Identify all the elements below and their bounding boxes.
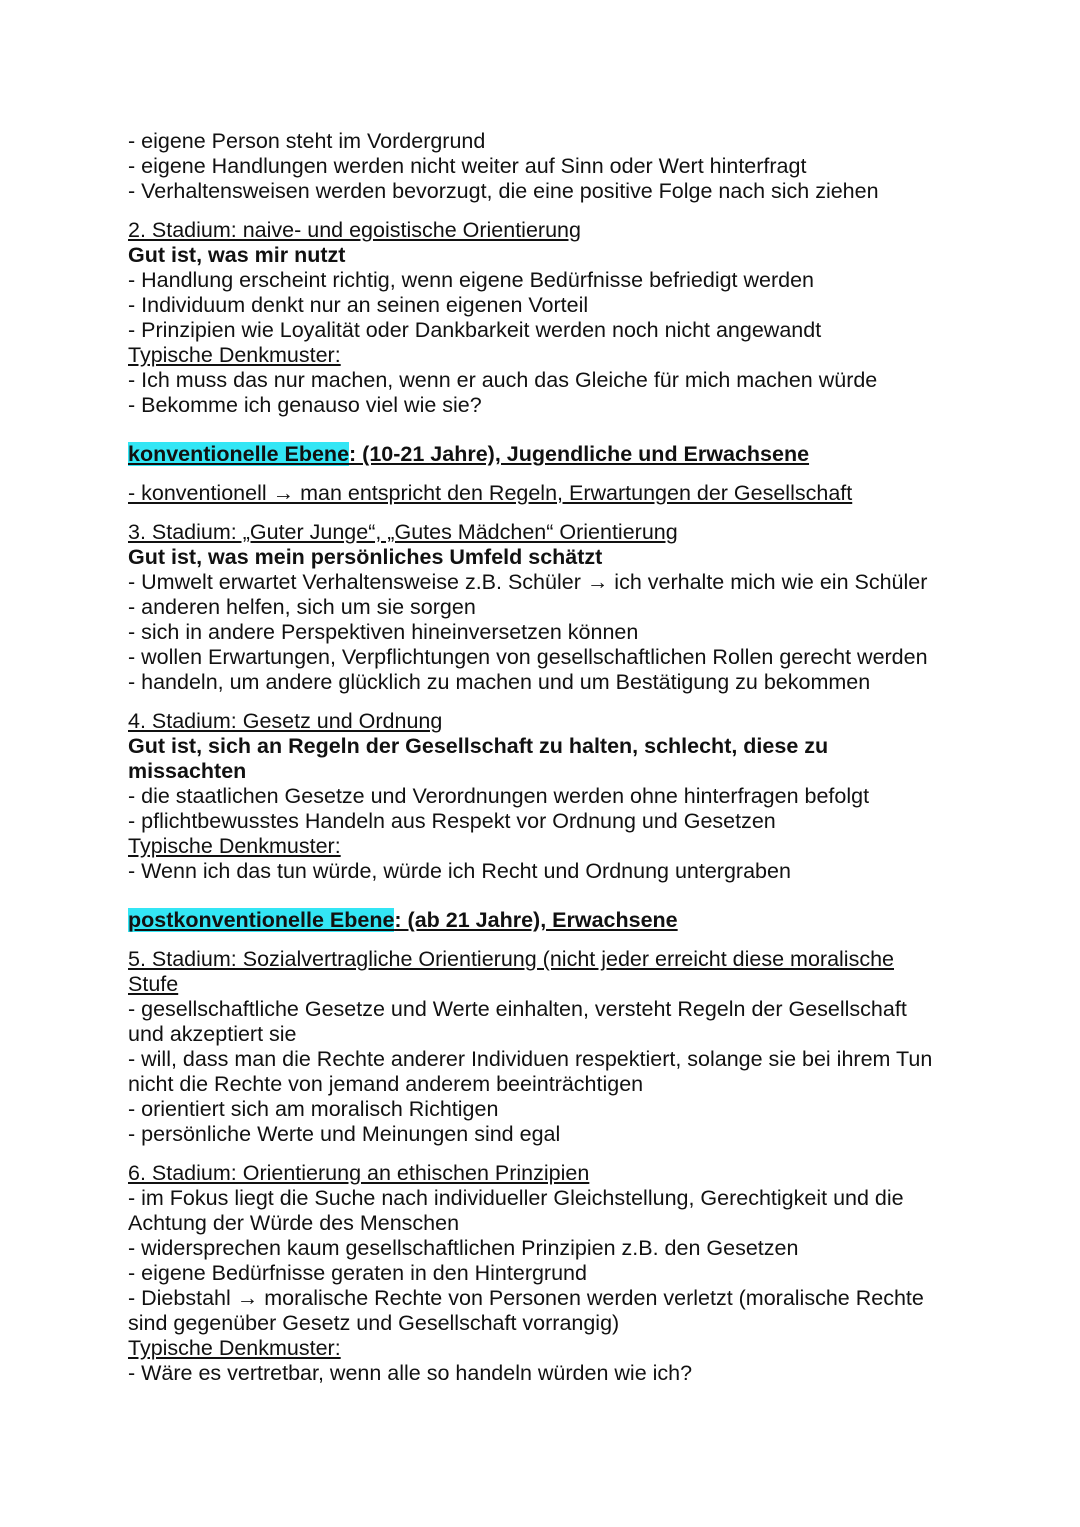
postconventional-level-range: : (ab 21 Jahre), Erwachsene — [394, 908, 678, 932]
stage-4-motto: Gut ist, sich an Regeln der Gesellschaft zu halten, schlecht, diese zu missachten — [128, 734, 829, 783]
list-item: - Prinzipien wie Loyalität oder Dankbarkeit werden noch nicht angewandt — [128, 318, 822, 342]
list-item: - sich in andere Perspektiven hineinversetzen können — [128, 620, 639, 644]
stage-2-title: 2. Stadium: naive- und egoistische Orientierung — [128, 218, 581, 242]
list-item: - Verhaltensweisen werden bevorzugt, die eine positive Folge nach sich ziehen — [128, 179, 879, 203]
list-item: - orientiert sich am moralisch Richtigen — [128, 1097, 499, 1121]
list-item: - eigene Person steht im Vordergrund — [128, 129, 486, 153]
stage-2-section — [128, 218, 958, 418]
list-item: - Wäre es vertretbar, wenn alle so handeln würden wie ich? — [128, 1361, 693, 1385]
list-item: - handeln, um andere glücklich zu machen und um Bestätigung zu bekommen — [128, 670, 871, 694]
list-item: - pflichtbewusstes Handeln aus Respekt vor Ordnung und Gesetzen — [128, 809, 776, 833]
intro-bullets — [128, 129, 958, 204]
list-item: - eigene Bedürfnisse geraten in den Hintergrund — [128, 1261, 587, 1285]
list-item: - im Fokus liegt die Suche nach individueller Gleichstellung, Gerechtigkeit und die Achtung der Würde des Menschen — [128, 1186, 904, 1235]
document-content — [128, 129, 958, 1386]
list-item: - Handlung erscheint richtig, wenn eigene Bedürfnisse befriedigt werden — [128, 268, 815, 292]
postconventional-level-heading — [128, 908, 958, 933]
stage-6-section — [128, 1161, 958, 1386]
list-item: - Individuum denkt nur an seinen eigenen Vorteil — [128, 293, 589, 317]
list-item: - die staatlichen Gesetze und Verordnungen werden ohne hinterfragen befolgt — [128, 784, 870, 808]
stage-6-patterns-label: Typische Denkmuster: — [128, 1336, 341, 1360]
conventional-level-label: konventionelle Ebene — [128, 442, 350, 466]
stage-3-motto: Gut ist, was mein persönliches Umfeld schätzt — [128, 545, 603, 569]
list-item: - Diebstahl → moralische Rechte von Personen werden verletzt (moralische Rechte sind gegenüber Gesetz und Gesellschaft vorrangig) — [128, 1286, 924, 1335]
conventional-level-heading — [128, 442, 958, 467]
stage-2-motto: Gut ist, was mir nutzt — [128, 243, 346, 267]
postconventional-level-label: postkonventionelle Ebene — [128, 908, 395, 932]
stage-6-title: 6. Stadium: Orientierung an ethischen Prinzipien — [128, 1161, 590, 1185]
conventional-definition: - konventionell → man entspricht den Regeln, Erwartungen der Gesellschaft — [128, 481, 853, 505]
list-item: - widersprechen kaum gesellschaftlichen Prinzipien z.B. den Gesetzen — [128, 1236, 799, 1260]
list-item: - Ich muss das nur machen, wenn er auch das Gleiche für mich machen würde — [128, 368, 878, 392]
list-item: - eigene Handlungen werden nicht weiter auf Sinn oder Wert hinterfragt — [128, 154, 807, 178]
stage-3-title: 3. Stadium: „Guter Junge“, „Gutes Mädchen“ Orientierung — [128, 520, 678, 544]
list-item: - gesellschaftliche Gesetze und Werte einhalten, versteht Regeln der Gesellschaft und akzeptiert sie — [128, 997, 907, 1046]
stage-2-patterns-label: Typische Denkmuster: — [128, 343, 341, 367]
list-item: - persönliche Werte und Meinungen sind egal — [128, 1122, 561, 1146]
list-item: - wollen Erwartungen, Verpflichtungen von gesellschaftlichen Rollen gerecht werden — [128, 645, 928, 669]
stage-5-section — [128, 947, 958, 1147]
list-item: - will, dass man die Rechte anderer Individuen respektiert, solange sie bei ihrem Tun nicht die Rechte von jemand anderem beeinträchtigen — [128, 1047, 933, 1096]
conventional-level-range: : (10-21 Jahre), Jugendliche und Erwachsene — [349, 442, 810, 466]
list-item: - Umwelt erwartet Verhaltensweise z.B. Schüler → ich verhalte mich wie ein Schüler — [128, 570, 928, 594]
stage-4-patterns-label: Typische Denkmuster: — [128, 834, 341, 858]
list-item: - Bekomme ich genauso viel wie sie? — [128, 393, 482, 417]
stage-3-section — [128, 520, 958, 695]
list-item: - Wenn ich das tun würde, würde ich Recht und Ordnung untergraben — [128, 859, 791, 883]
list-item: - anderen helfen, sich um sie sorgen — [128, 595, 476, 619]
stage-5-title: 5. Stadium: Sozialvertragliche Orientierung (nicht jeder erreicht diese moralische Stufe — [128, 947, 894, 996]
stage-4-title: 4. Stadium: Gesetz und Ordnung — [128, 709, 443, 733]
stage-4-section — [128, 709, 958, 884]
